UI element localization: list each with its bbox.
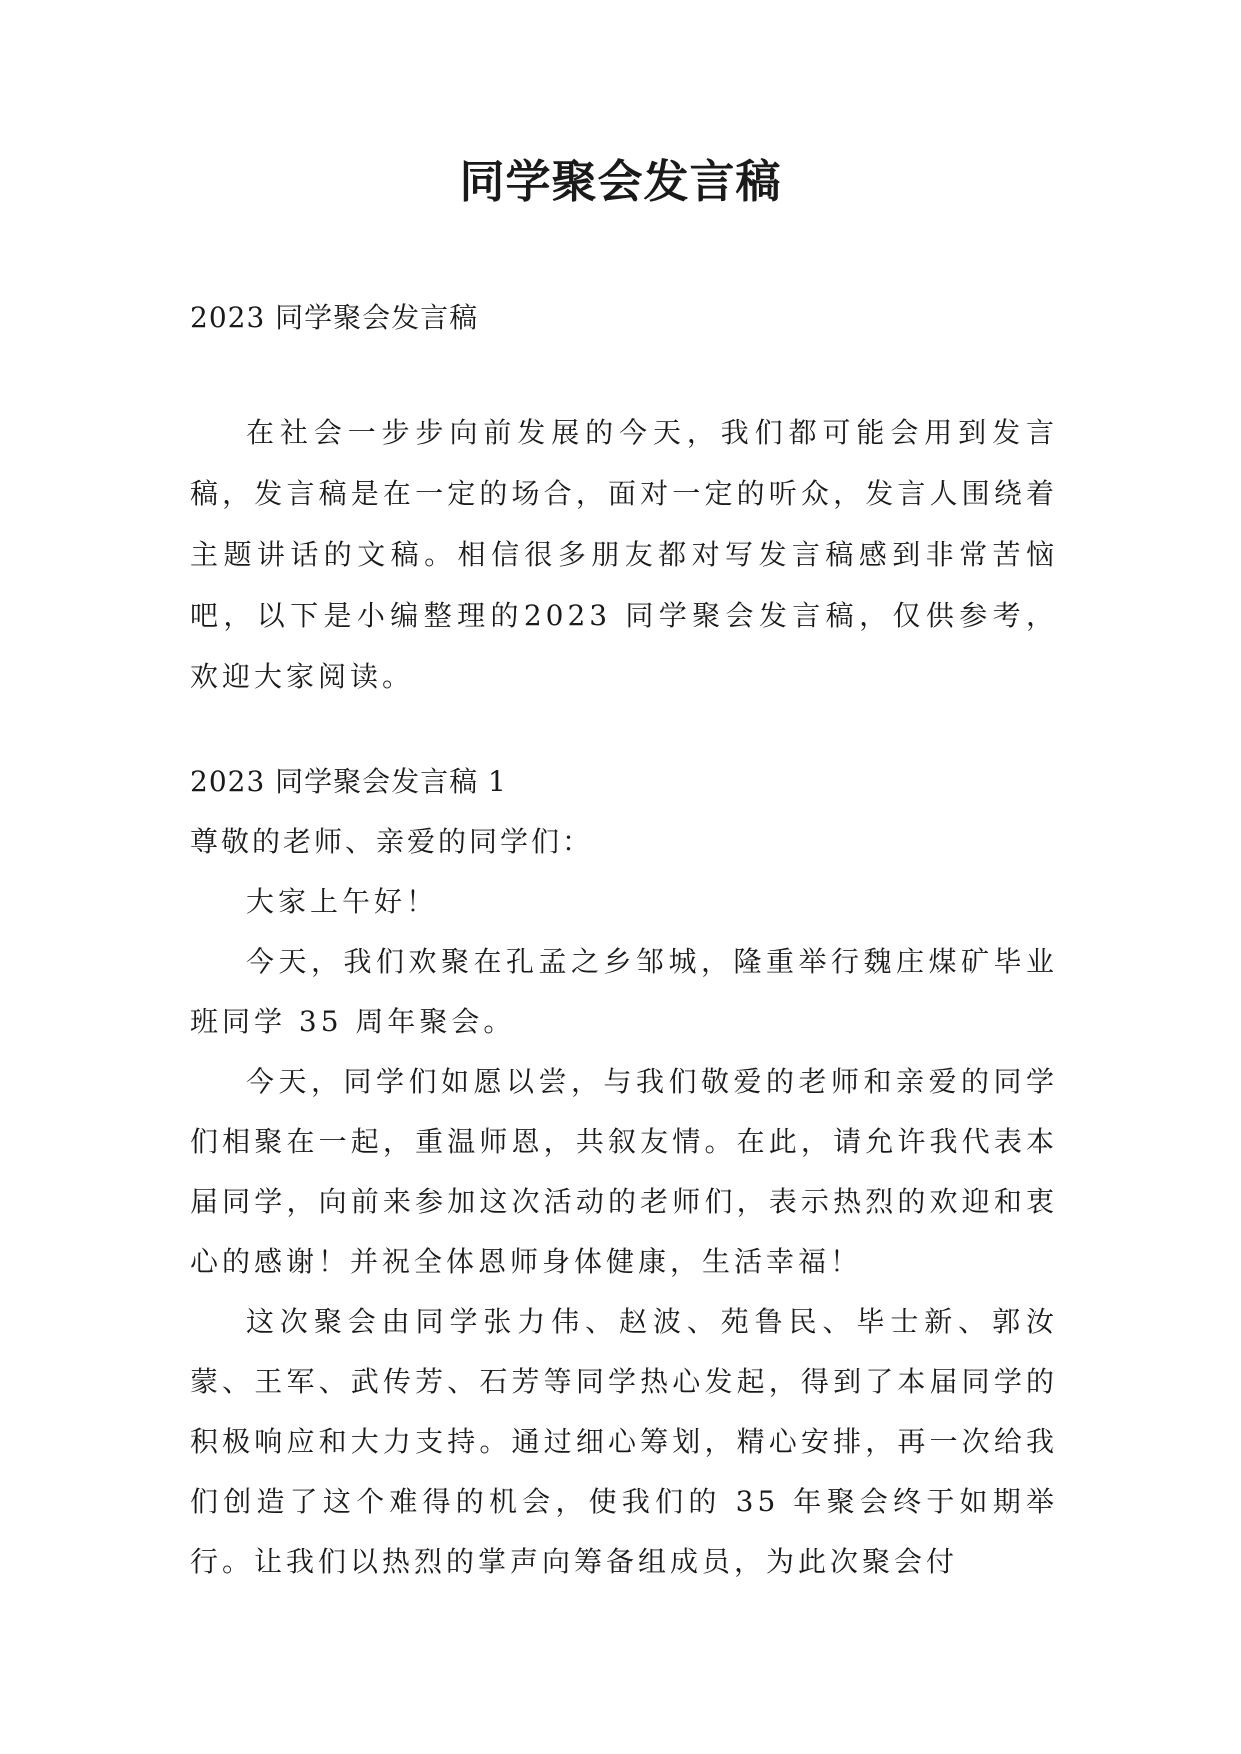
body-paragraph: 这次聚会由同学张力伟、赵波、苑鲁民、毕士新、郭汝蒙、王军、武传芳、石芳等同学热心发起，得到了本届同学的积极响应和大力支持。通过细心筹划，精心安排，再一次给我们创造了这个难得的机会，使我们的 35 年聚会终于如期举行。让我们以热烈的掌声向筹备组成员，为此次聚会付 <box>190 1305 1058 1578</box>
intro-paragraph: 在社会一步步向前发展的今天，我们都可能会用到发言稿，发言稿是在一定的场合，面对一定的听众，发言人围绕着主题讲话的文稿。相信很多朋友都对写发言稿感到非常苦恼吧，以下是小编整理的2023 同学聚会发言稿，仅供参考，欢迎大家阅读。 <box>190 416 1058 693</box>
body-paragraph: 大家上午好！ <box>246 885 439 918</box>
salutation: 尊敬的老师、亲爱的同学们： <box>190 825 594 858</box>
document-title: 同学聚会发言稿 <box>459 155 782 208</box>
speech-section-1 <box>190 752 1058 1592</box>
document-subtitle: 2023 同学聚会发言稿 <box>190 301 479 334</box>
section-heading: 2023 同学聚会发言稿 1 <box>190 765 507 798</box>
body-paragraph: 今天，同学们如愿以尝，与我们敬爱的老师和亲爱的同学们相聚在一起，重温师恩，共叙友情。在此，请允许我代表本届同学，向前来参加这次活动的老师们，表示热烈的欢迎和衷心的感谢！并祝全体恩师身体健康，生活幸福！ <box>190 1065 1058 1278</box>
body-paragraph: 今天，我们欢聚在孔孟之乡邹城，隆重举行魏庄煤矿毕业班同学 35 周年聚会。 <box>190 945 1058 1038</box>
